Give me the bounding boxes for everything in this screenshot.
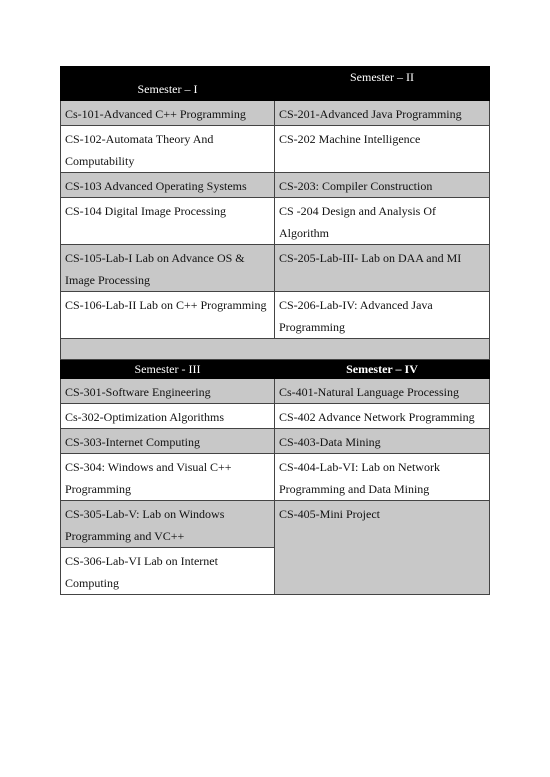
semester-3-header: Semester - III [61, 360, 275, 379]
course-cell: CS-403-Data Mining [275, 429, 490, 454]
course-cell: CS-405-Mini Project [275, 501, 490, 595]
course-cell: CS-303-Internet Computing [61, 429, 275, 454]
course-table [60, 66, 490, 595]
course-cell: CS-305-Lab-V: Lab on Windows Programming and VC++ [61, 501, 275, 548]
course-cell: CS-206-Lab-IV: Advanced Java Programming [275, 292, 490, 339]
semester-4-header: Semester – IV [275, 360, 490, 379]
table-row [61, 101, 490, 126]
course-cell: CS-301-Software Engineering [61, 379, 275, 404]
table-row [61, 454, 490, 501]
semester-header-row [61, 67, 490, 101]
table-row [61, 126, 490, 173]
table-row [61, 404, 490, 429]
course-cell: Cs-101-Advanced C++ Programming [61, 101, 275, 126]
table-row [61, 429, 490, 454]
course-cell: Cs-302-Optimization Algorithms [61, 404, 275, 429]
course-cell: CS-304: Windows and Visual C++ Programming [61, 454, 275, 501]
table-row [61, 198, 490, 245]
course-cell: CS-103 Advanced Operating Systems [61, 173, 275, 198]
course-cell: Cs-401-Natural Language Processing [275, 379, 490, 404]
course-cell: CS-201-Advanced Java Programming [275, 101, 490, 126]
course-cell: CS-402 Advance Network Programming [275, 404, 490, 429]
table-row [61, 245, 490, 292]
course-cell: CS-106-Lab-II Lab on C++ Programming [61, 292, 275, 339]
table-row [61, 501, 490, 548]
table-row [61, 173, 490, 198]
spacer-row [61, 339, 490, 360]
table-row [61, 292, 490, 339]
course-cell: CS-205-Lab-III- Lab on DAA and MI [275, 245, 490, 292]
table-row [61, 379, 490, 404]
course-cell: CS-404-Lab-VI: Lab on Network Programming and Data Mining [275, 454, 490, 501]
semester-1-header: Semester – I [61, 67, 275, 101]
course-cell: CS-306-Lab-VI Lab on Internet Computing [61, 548, 275, 595]
semester-2-header: Semester – II [275, 67, 490, 101]
course-cell: CS-203: Compiler Construction [275, 173, 490, 198]
course-cell: CS-105-Lab-I Lab on Advance OS & Image Processing [61, 245, 275, 292]
semester-header-row [61, 360, 490, 379]
course-cell: CS-102-Automata Theory And Computability [61, 126, 275, 173]
spacer-cell [61, 339, 490, 360]
course-cell: CS -204 Design and Analysis Of Algorithm [275, 198, 490, 245]
course-cell: CS-104 Digital Image Processing [61, 198, 275, 245]
course-cell: CS-202 Machine Intelligence [275, 126, 490, 173]
